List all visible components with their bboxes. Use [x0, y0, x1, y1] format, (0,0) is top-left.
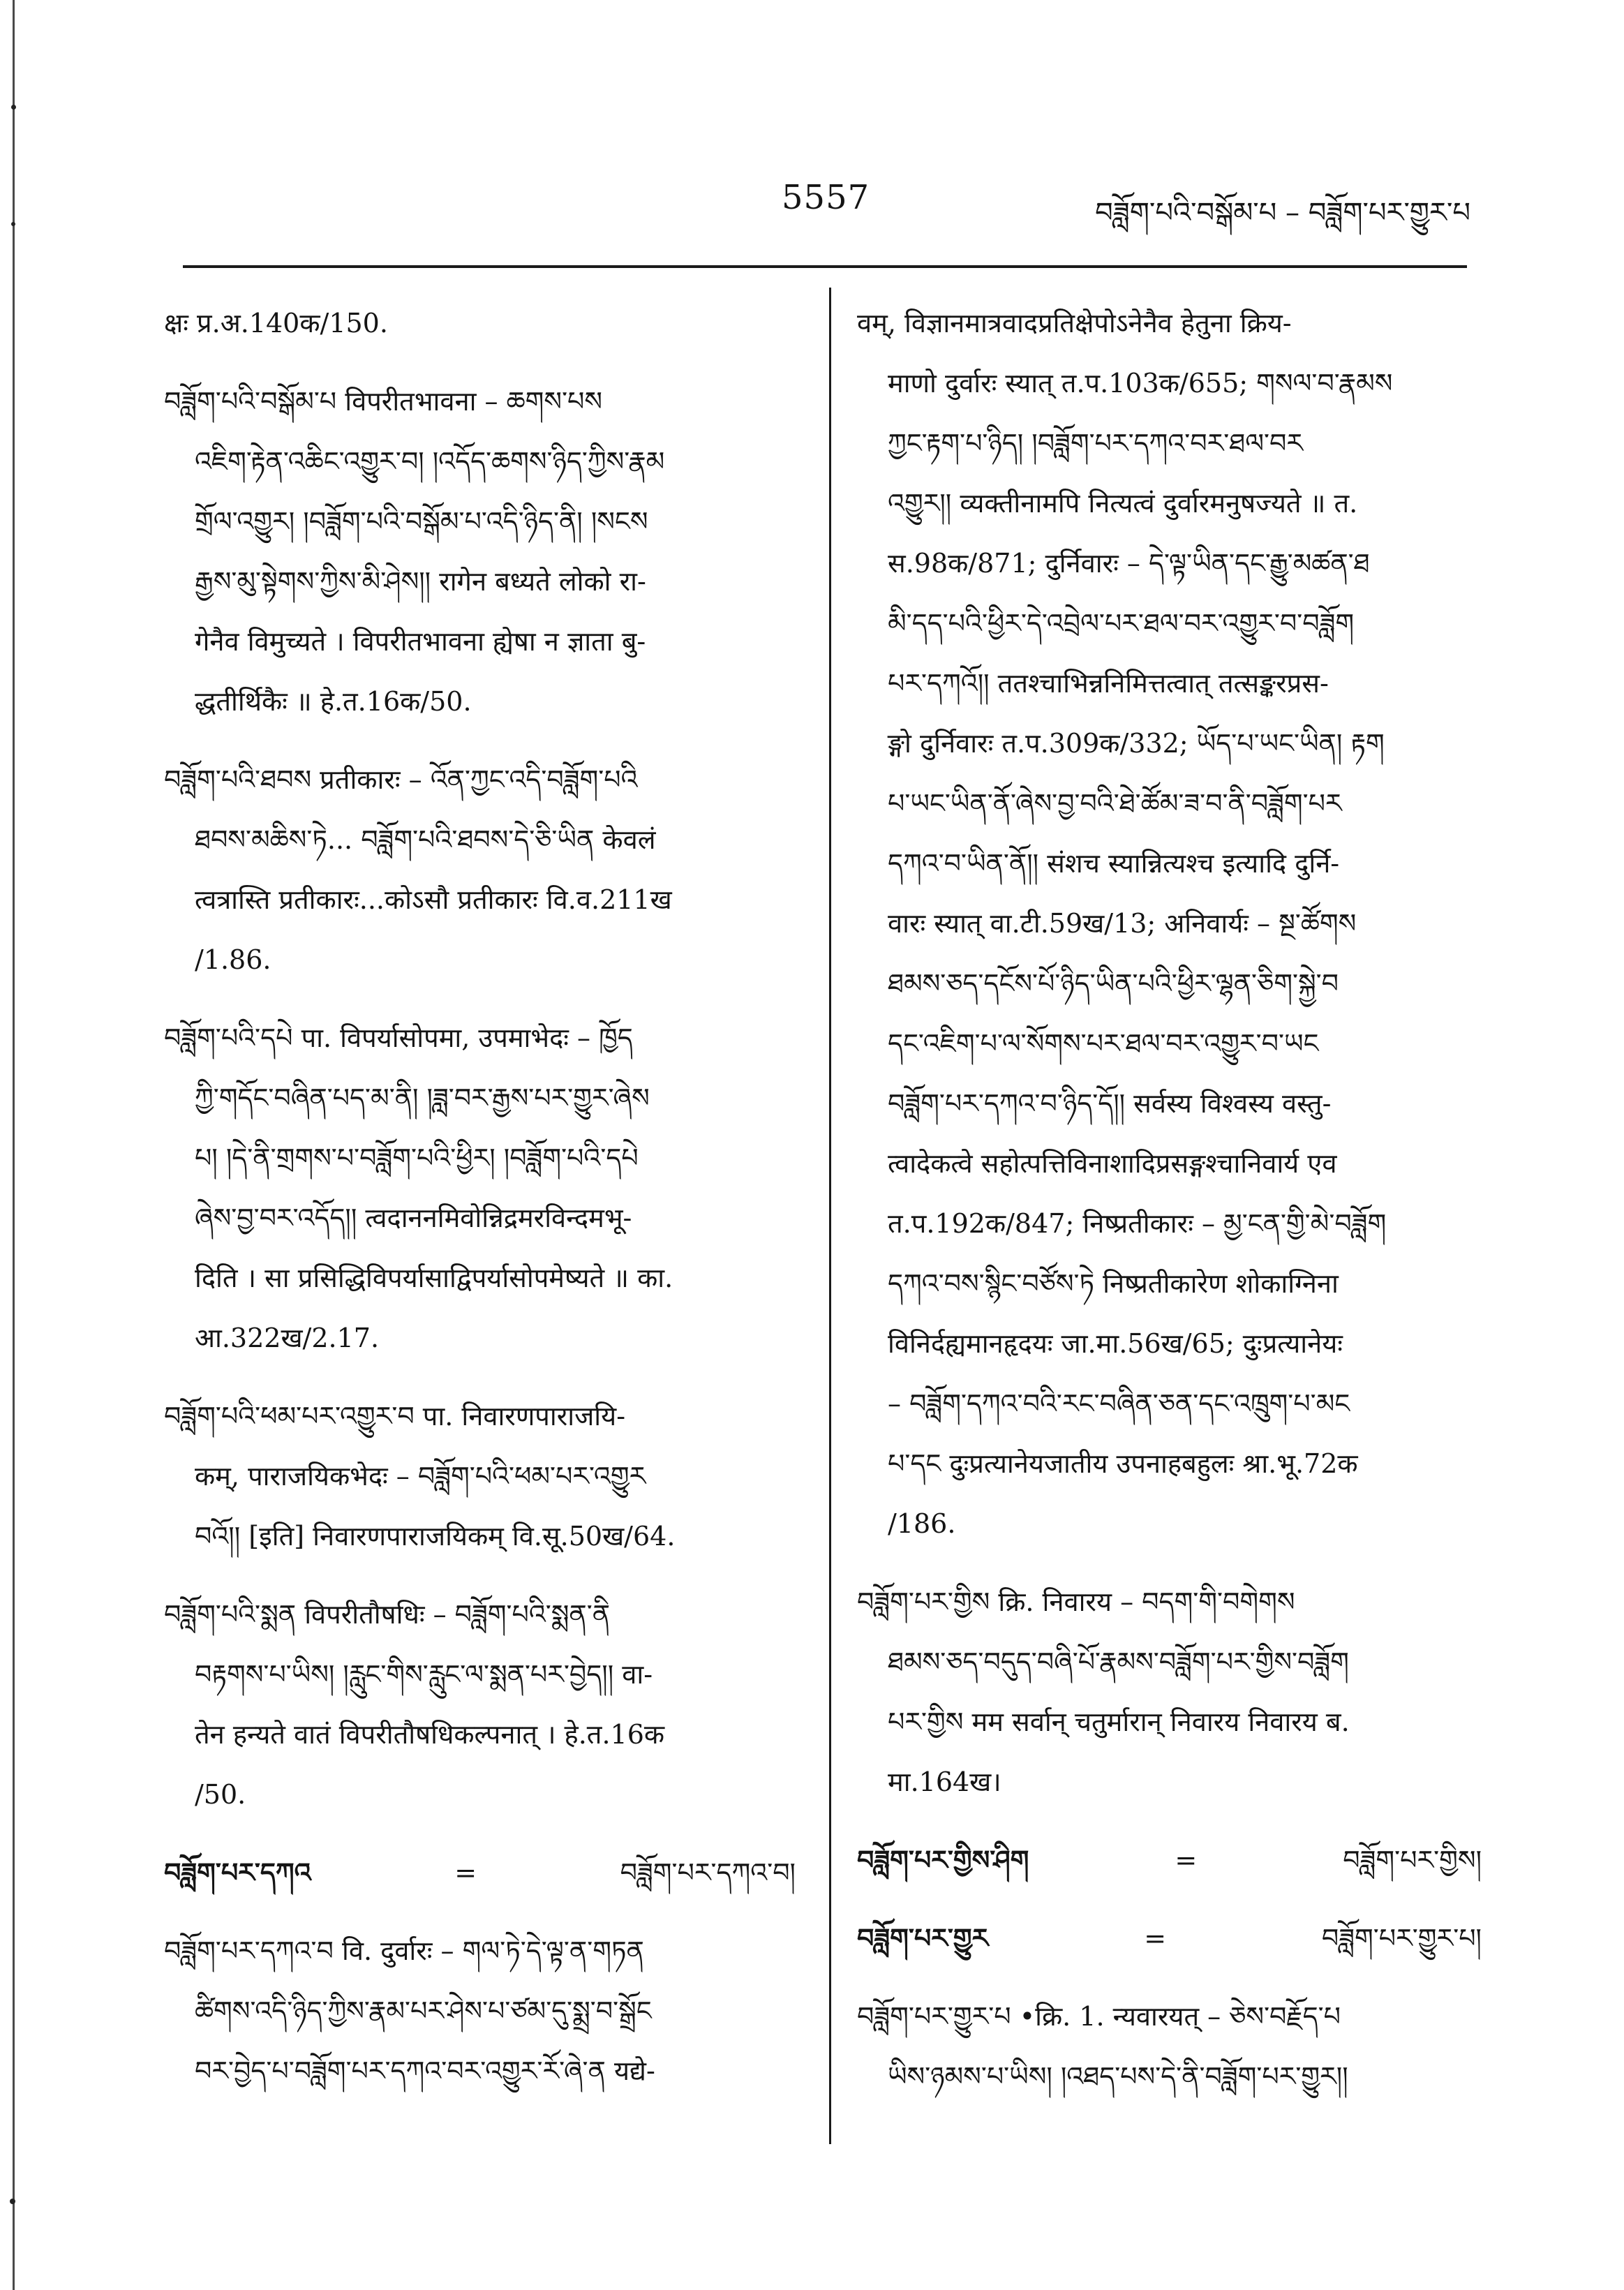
entry-line: ङ्गो दुर्निवारः त.प.309क/332; ཡོད་པ་ཡང་ཡིན། རྟག: [888, 728, 1385, 759]
entry-line: པ། །དེ་ནི་གྲགས་པ་བཟློག་པའི་ཕྱིར། །བཟློག་པའི་དཔེ: [195, 1143, 639, 1173]
xref-term: བཟློག་པར་གྱུར: [857, 1922, 989, 1954]
entry-line: आ.322ख/2.17.: [195, 1323, 380, 1353]
dictionary-entry: [164, 293, 796, 353]
scan-edge-line: [13, 0, 15, 2290]
page-header: [181, 178, 1470, 234]
xref-term: བཟློག་པར་དཀའ: [164, 1857, 311, 1888]
entry-headline: वम्, विज्ञानमात्रवादप्रतिक्षेपोऽनेनैव हेतुना क्रिय-: [857, 308, 1292, 339]
dictionary-entry: [164, 1008, 796, 1368]
entry-line: ཐམས་ཅད་བདུད་བཞི་པོ་རྣམས་བཟློག་པར་གྱིས་བཟློག: [888, 1646, 1349, 1677]
entry-line: དཀའ་བ་ཡིན་ནོ།། संशच स्यान्नित्यश्च इत्यादि दुर्नि-: [888, 848, 1340, 879]
xref-target: བཟློག་པར་དཀའ་བ།: [620, 1857, 796, 1888]
entry-line: /186.: [888, 1508, 956, 1539]
dictionary-entry: [164, 1921, 796, 2101]
dictionary-entry: [164, 371, 796, 731]
entry-headline: བཟློག་པའི་ཐབས प्रतीकारः – འོན་ཀྱང་འདི་བཟློག་པའི: [164, 764, 638, 795]
xref-target: བཟློག་པར་གྱིས།: [1343, 1845, 1482, 1875]
entry-line: – བཟློག་དཀའ་བའི་རང་བཞིན་ཅན་དང་འཁྲུག་པ་མང: [888, 1388, 1350, 1419]
entry-headline: བཟློག་པའི་བསྒོམ་པ विपरीतभावना – ཆགས་པས: [164, 386, 603, 417]
dictionary-entry: [857, 1830, 1482, 1890]
dictionary-entry: [164, 1386, 796, 1566]
dictionary-entry: [164, 1843, 796, 1903]
cross-reference: [164, 1843, 796, 1903]
header-rule: [183, 265, 1467, 268]
entry-line: གྲོལ་འགྱུར། །བཟློག་པའི་བསྒོམ་པ་འདི་ཉིད་ནི། །སངས: [195, 506, 648, 537]
entry-line: कम्, पाराजयिकभेदः – བཟློག་པའི་ཕམ་པར་འགྱུར: [195, 1461, 646, 1492]
dictionary-entry: [857, 1572, 1482, 1812]
entry-line: པ་དང दुःप्रत्यानेयजातीय उपनाहबहुलः श्रा.भू.72क: [888, 1448, 1358, 1479]
cross-reference: [857, 1908, 1482, 1968]
entry-headline: བཟློག་པར་གྱུར་པ •क्रि. 1. न्यवारयत् – ཅེས་བརྗོད་པ: [857, 2001, 1341, 2032]
dictionary-entry: [857, 1908, 1482, 1968]
xref-eq: =: [1144, 1923, 1167, 1954]
entry-line: /50.: [195, 1779, 246, 1810]
entry-line: པར་དཀའོ།། ततश्चाभिन्ननिमित्तत्वात् तत्सङ्करप्रस-: [888, 668, 1329, 699]
entry-line: ཡིས་ཉམས་པ་ཡིས། །འཐད་པས་དེ་ནི་བཟློག་པར་གྱུར།།: [888, 2061, 1348, 2092]
entry-line: द्धतीर्थिकैः ॥ हे.त.16क/50.: [195, 686, 472, 717]
dictionary-entry: [164, 750, 796, 990]
entry-line: त्वादेकत्वे सहोत्पत्तिविनाशादिप्रसङ्गश्चानिवार्य एव: [888, 1148, 1337, 1179]
dictionary-entry: [857, 1986, 1482, 2106]
entry-line: ཐམས་ཅད་དངོས་པོ་ཉིད་ཡིན་པའི་ཕྱིར་ལྷན་ཅིག་སྐྱེ་བ: [888, 968, 1339, 999]
entry-line: तेन हन्यते वातं विपरीतौषधिकल्पनात् । हे.त.16क: [195, 1719, 665, 1750]
entry-line: བར་བྱེད་པ་བཟློག་པར་དཀའ་བར་འགྱུར་རོ་ཞེ་ན यद्ये-: [195, 2055, 655, 2086]
entry-line: དཀའ་བས་སྙིང་བཙོས་ཏེ निष्प्रतीकारेण शोकाग्निना: [888, 1268, 1339, 1299]
entry-line: त्वत्रास्ति प्रतीकारः...कोऽसौ प्रतीकारः वि.व.211ख: [195, 884, 672, 915]
entry-line: བཟློག་པར་དཀའ་བ་ཉིད་དོ།། सर्वस्य विश्वस्य वस्तु-: [888, 1088, 1332, 1119]
dictionary-entry: [857, 293, 1482, 1554]
dictionary-entry: [164, 1584, 796, 1824]
entry-line: མི་དད་པའི་ཕྱིར་དེ་འབྲེལ་པར་ཐལ་བར་འགྱུར་བ་བཟློག: [888, 608, 1355, 639]
right-column: [857, 293, 1482, 2125]
entry-line: འཇིག་རྟེན་འཆིང་འགྱུར་བ། །འདོད་ཆགས་ཉིད་ཀྱིས་རྣམ: [195, 446, 665, 477]
entry-headline: བཟློག་པར་དཀའ་བ वि. दुर्वारः – གལ་ཏེ་དེ་ལྟ་ན་གཏན: [164, 1935, 644, 1966]
entry-line: मा.164ख।: [888, 1767, 1001, 1797]
scan-speck: [11, 222, 15, 226]
entry-headline: བཟློག་པར་གྱིས क्रि. निवारय – བདག་གི་བགེགས: [857, 1586, 1295, 1617]
scan-speck: [11, 105, 16, 110]
page-number: 5557: [782, 178, 870, 217]
entry-line: པར་གྱིས मम सर्वान् चतुर्मारान् निवारय निवारय ब.: [888, 1707, 1350, 1737]
xref-target: བཟློག་པར་གྱུར་པ།: [1321, 1923, 1482, 1954]
entry-line: པ་ཡང་ཡིན་ནོ་ཞེས་བྱ་བའི་ཐེ་ཚོམ་ཟ་བ་ནི་བཟློག་པར: [888, 788, 1342, 819]
entry-line: འགྱུར།། व्यक्तीनामपि नित्यत्वं दुर्वारमनुषज्यते ॥ त.: [888, 488, 1358, 519]
entry-line: माणो दुर्वारः स्यात् त.प.103क/655; གསལ་བ་རྣམས: [888, 368, 1393, 399]
cross-reference: [857, 1830, 1482, 1890]
running-head: བཟློག་པའི་བསྒོམ་པ – བཟློག་པར་གྱུར་པ: [1095, 197, 1470, 229]
xref-eq: =: [454, 1857, 477, 1888]
entry-line: དང་འཇིག་པ་ལ་སོགས་པར་ཐལ་བར་འགྱུར་བ་ཡང: [888, 1028, 1319, 1059]
entry-headline: क्षः प्र.अ.140क/150.: [164, 308, 388, 339]
entry-line: गेनैव विमुच्यते । विपरीतभावना ह्येषा न ज्ञाता बु-: [195, 626, 646, 657]
column-divider: [829, 288, 831, 2144]
entry-line: ཀྱང་རྟག་པ་ཉིད། །བཟློག་པར་དཀའ་བར་ཐལ་བར: [888, 428, 1304, 459]
entry-headline: བཟློག་པའི་ཕམ་པར་འགྱུར་བ पा. निवारणपाराजयि-: [164, 1401, 626, 1432]
entry-line: वारः स्यात् वा.टी.59ख/13; अनिवार्यः – སྔ་ཚོགས: [888, 908, 1357, 939]
entry-line: ཐབས་མཆིས་ཏེ... བཟློག་པའི་ཐབས་དེ་ཅི་ཡིན केवलं: [195, 824, 656, 855]
entry-line: རྒྱས་མུ་སྟེགས་ཀྱིས་མི་ཤེས།། रागेन बध्यते लोको रा-: [195, 566, 646, 597]
entry-line: विनिर्दह्यमानहृदयः जा.मा.56ख/65; दुःप्रत्यानेयः: [888, 1328, 1343, 1359]
entry-line: त.प.192क/847; निष्प्रतीकारः – མྱ་ངན་གྱི་མེ་བཟློག: [888, 1208, 1387, 1239]
entry-line: ཚིགས་འདི་ཉིད་ཀྱིས་རྣམ་པར་ཤེས་པ་ཙམ་དུ་སྨྲ་བ་སྒྲོང: [195, 1995, 652, 2026]
entry-headline: བཟློག་པའི་སྨན विपरीतौषधिः – བཟློག་པའི་སྨན་ནི: [164, 1599, 611, 1630]
entry-line: /1.86.: [195, 944, 271, 975]
entry-line: བའོ།། [इति] निवारणपाराजयिकम् वि.सू.50ख/64.: [195, 1521, 676, 1552]
xref-eq: =: [1175, 1845, 1198, 1875]
entry-headline: བཟློག་པའི་དཔེ पा. विपर्यासोपमा, उपमाभेदः – ཁྱོད: [164, 1023, 633, 1053]
entry-line: ཞེས་བྱ་བར་འདོད།། त्वदाननमिवोन्निद्रमरविन्दमभू-: [195, 1203, 632, 1233]
entry-line: स.98क/871; दुर्निवारः – དེ་ལྟ་ཡིན་དང་རྒྱུ་མཚན་ཐ: [888, 548, 1370, 579]
left-column: [164, 293, 796, 2119]
entry-line: བརྟགས་པ་ཡིས། །རླུང་གིས་རླུང་ལ་སྨན་པར་བྱེད།། वा-: [195, 1659, 653, 1690]
entry-line: ཀྱི་གདོང་བཞིན་པད་མ་ནི། །ཟླ་བར་རྒྱས་པར་གྱུར་ཞེས: [195, 1083, 650, 1113]
scan-speck: [10, 2199, 15, 2204]
entry-line: दिति । सा प्रसिद्धिविपर्यासाद्विपर्यासोपमेष्यते ॥ का.: [195, 1263, 673, 1293]
xref-term: བཟློག་པར་གྱིས་ཤིག: [857, 1844, 1029, 1875]
